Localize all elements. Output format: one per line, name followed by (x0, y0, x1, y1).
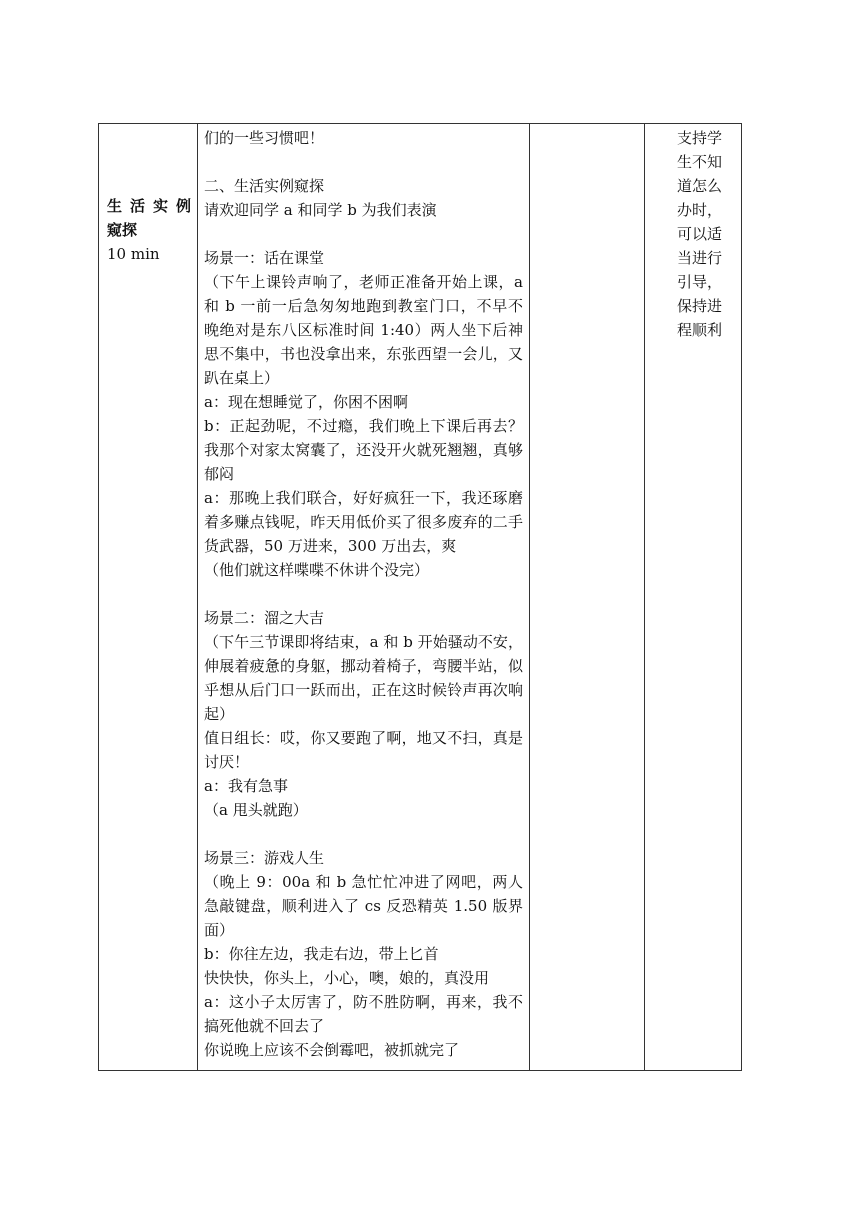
note-line: 保持进 (677, 297, 723, 315)
stage-duration: 10 min (107, 245, 160, 263)
invite-text: 请欢迎同学 a 和同学 b 为我们表演 (204, 201, 437, 219)
stage-title: 生活实例 (107, 197, 191, 215)
note-line: 道怎么 (677, 177, 723, 195)
table-row (99, 124, 742, 1071)
blank-line (204, 582, 523, 606)
scene2-closing: （a 甩头就跑） (204, 801, 308, 819)
scene3-dialogue-1: b：你往左边，我走右边，带上匕首 (204, 945, 439, 963)
teacher-note-cell (645, 124, 742, 1071)
scene1-closing: （他们就这样喋喋不休讲个没完） (204, 561, 430, 579)
blank-line (204, 150, 523, 174)
content-cell (198, 124, 530, 1071)
scene3-title: 场景三：游戏人生 (204, 849, 325, 867)
scene3-dialogue-4: 你说晚上应该不会倒霉吧，被抓就完了 (204, 1041, 460, 1059)
lesson-plan-table (98, 123, 742, 1071)
scene1-dialogue-2: b：正起劲呢，不过瘾，我们晚上下课后再去？我那个对家太窝囊了，还没开火就死翘翘，真够郁闷 (204, 417, 523, 483)
blank-line (204, 222, 523, 246)
note-line: 办时， (677, 201, 723, 219)
stage-title-continued: 窥探 (107, 221, 138, 239)
note-line: 生不知 (677, 153, 723, 171)
scene1-narration: （下午上课铃声响了，老师正准备开始上课，a 和 b 一前一后急匆匆地跑到教室门口，不早不晚绝对是东八区标准时间 1:40）两人坐下后神思不集中，书也没拿出来，东张西望一会儿，又趴在桌上） (204, 273, 523, 387)
scene2-dialogue-2: a：我有急事 (204, 777, 288, 795)
section-heading: 二、生活实例窥探 (204, 177, 325, 195)
intro-text: 们的一些习惯吧！ (204, 129, 325, 147)
blank-line (204, 822, 523, 846)
scene3-dialogue-2: 快快快，你头上，小心，噢，娘的，真没用 (204, 969, 490, 987)
stage-cell (99, 124, 198, 1071)
scene1-title: 场景一：话在课堂 (204, 249, 325, 267)
empty-cell (530, 124, 645, 1071)
scene2-title: 场景二：溜之大吉 (204, 609, 325, 627)
scene1-dialogue-1: a：现在想睡觉了，你困不困啊 (204, 393, 408, 411)
scene3-narration: （晚上 9：00a 和 b 急忙忙冲进了网吧，两人急敲键盘，顺利进入了 cs 反恐精英 1.50 版界面） (204, 873, 523, 939)
scene2-narration: （下午三节课即将结束，a 和 b 开始骚动不安，伸展着疲惫的身躯，挪动着椅子，弯腰半站，似乎想从后门口一跃而出，正在这时候铃声再次响起） (204, 633, 523, 723)
note-line: 程顺利 (677, 321, 723, 339)
scene3-dialogue-3: a：这小子太厉害了，防不胜防啊，再来，我不搞死他就不回去了 (204, 993, 523, 1035)
note-line: 可以适 (677, 225, 723, 243)
note-line: 当进行 (677, 249, 723, 267)
note-line: 支持学 (677, 129, 723, 147)
scene1-dialogue-3: a：那晚上我们联合，好好疯狂一下，我还琢磨着多赚点钱呢，昨天用低价买了很多废弃的二手货武器，50 万进来，300 万出去，爽 (204, 489, 523, 555)
note-line: 引导， (677, 273, 723, 291)
scene2-dialogue-1: 值日组长：哎，你又要跑了啊，地又不扫，真是讨厌！ (204, 729, 523, 771)
